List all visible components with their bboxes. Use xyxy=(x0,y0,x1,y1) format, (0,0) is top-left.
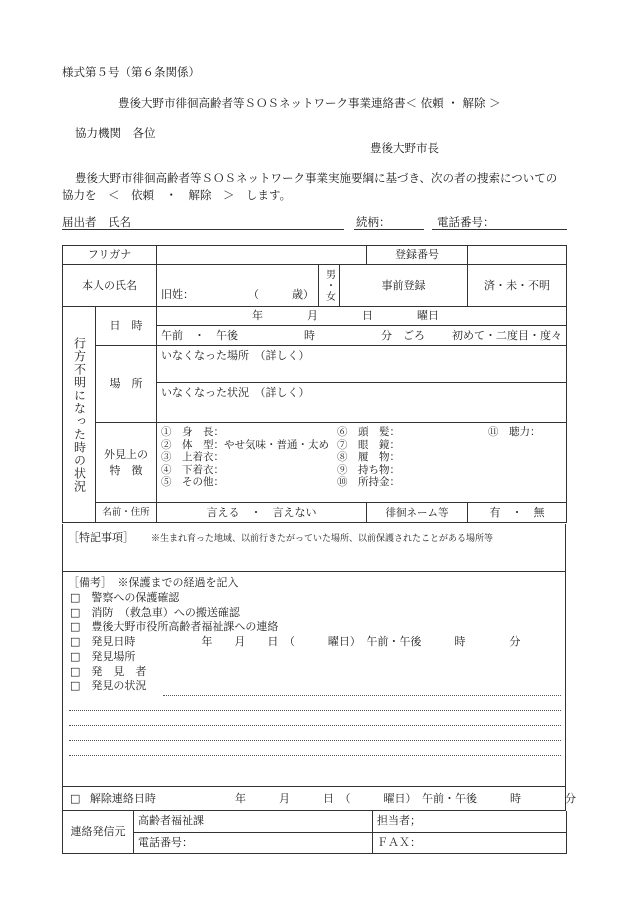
missing-status-label xyxy=(63,307,96,523)
checkbox-icon[interactable]: □ xyxy=(70,620,81,634)
remarks-label-text: ［備考］ ※保護までの経過を記入 xyxy=(68,576,239,589)
sender: 豊後大野市長 xyxy=(370,141,439,155)
check-city-office[interactable] xyxy=(70,620,520,635)
checkbox-icon[interactable]: □ xyxy=(70,649,81,663)
time-field[interactable] xyxy=(157,326,567,346)
checkbox-icon[interactable]: □ xyxy=(70,664,81,678)
furigana-label: フリガナ xyxy=(63,246,157,265)
situation-dotted-line-5 xyxy=(69,755,561,756)
notifier-name-label: 届出者 氏名 xyxy=(62,215,131,229)
registration-number-label: 登録番号 xyxy=(367,246,468,265)
fax-field[interactable]: ＦＡＸ： xyxy=(373,832,567,853)
registration-number-field[interactable] xyxy=(468,246,567,265)
intro-line-2: 協力を ＜ 依頼 ・ 解除 ＞ します。 xyxy=(62,188,292,202)
check-police-label: 警察への保護確認 xyxy=(91,591,180,604)
date-field[interactable]: 年 月 日 曜日 xyxy=(157,307,567,326)
missing-place-field[interactable]: いなくなった場所 （詳しく） xyxy=(157,346,567,383)
form-number: 様式第５号（第６条関係） xyxy=(62,65,200,79)
checkbox-icon[interactable]: □ xyxy=(70,591,81,604)
feature-footwear: ⑧ 履 物： xyxy=(337,451,401,464)
document-title: 豊後大野市徘徊高齢者等ＳＯＳネットワーク事業連絡書＜ 依頼 ・ 解除 ＞ xyxy=(118,96,501,110)
feature-other: ⑤ その他： xyxy=(161,476,225,489)
check-finder-label: 発 見 者 xyxy=(91,664,147,678)
feature-build: ② 体 型：やせ気味・普通・太め xyxy=(161,438,330,451)
pre-registration-options[interactable]: 済・未・不明 xyxy=(468,265,567,307)
situation-dotted-line-2 xyxy=(69,710,561,711)
place-label: 場 所 xyxy=(96,346,157,423)
intro-line-1: 豊後大野市徘徊高齢者等ＳＯＳネットワーク事業実施要綱に基づき、次の者の捜索についての xyxy=(75,171,558,185)
special-notes-label: ［特記事項］ xyxy=(68,531,134,544)
feature-lower-clothing: ④ 下着衣： xyxy=(161,463,225,476)
feature-belongings: ⑨ 持ち物： xyxy=(337,463,401,476)
situation-dotted-line-1 xyxy=(163,695,561,696)
check-found-datetime-label: 発見日時 年 月 日 （ 曜日） 午前・午後 時 分 xyxy=(91,635,521,649)
department-field: 高齢者福祉課 xyxy=(134,811,373,832)
check-found-situation[interactable] xyxy=(70,679,520,694)
features-grid xyxy=(161,426,562,489)
cancel-checkbox-row xyxy=(70,792,156,807)
cancel-label: 解除連絡日時 xyxy=(89,792,156,805)
age-field[interactable]: （ 歳） xyxy=(248,288,315,301)
occurrence-options[interactable]: 初めて・二度目・度々 xyxy=(452,329,563,342)
gender-options: 男・女 xyxy=(323,269,335,302)
feature-glasses: ⑦ 眼 鏡： xyxy=(337,438,401,451)
person-info-table xyxy=(62,245,567,523)
pre-registration-label: 事前登録 xyxy=(340,265,468,307)
check-fire[interactable] xyxy=(70,606,520,621)
person-name-field[interactable] xyxy=(157,265,319,307)
datetime-label: 日 時 xyxy=(96,307,157,346)
situation-dotted-line-3 xyxy=(69,725,561,726)
feature-hair: ⑥ 頭 髪： xyxy=(337,426,401,438)
check-finder[interactable] xyxy=(70,665,520,680)
special-notes-hint: ※生まれ育った地域、以前行きたがっていた場所、以前保護されたことがある場所等 xyxy=(151,534,494,544)
notifier-phone-underline xyxy=(432,229,567,230)
phone-field[interactable]: 電話番号： xyxy=(134,832,373,853)
cancel-fields: 年 月 日 （ 曜日） 午前・午後 時 分 xyxy=(235,792,576,805)
remarks-checklist xyxy=(70,591,520,694)
wander-name-label: 徘徊ネーム等 xyxy=(367,503,468,523)
sender-label: 連絡発信元 xyxy=(63,811,134,853)
check-found-place[interactable] xyxy=(70,650,520,665)
checkbox-icon[interactable]: □ xyxy=(70,605,81,619)
contact-table xyxy=(62,811,567,854)
notifier-name-underline xyxy=(62,229,344,230)
check-police[interactable] xyxy=(70,591,520,606)
special-notes-box[interactable] xyxy=(62,524,566,572)
feature-upper-clothing: ③ 上着衣： xyxy=(161,451,225,464)
check-found-datetime[interactable] xyxy=(70,635,520,650)
former-name-label: 旧姓： xyxy=(161,288,195,301)
staff-field[interactable]: 担当者； xyxy=(373,811,567,832)
wander-name-options[interactable]: 有 ・ 無 xyxy=(468,503,567,523)
furigana-field[interactable] xyxy=(157,246,367,265)
missing-status-text: 行方不明になった時の状況 xyxy=(72,336,87,493)
appearance-features[interactable] xyxy=(157,423,567,503)
checkbox-icon[interactable]: □ xyxy=(70,792,81,805)
check-fire-label: 消防 （救急車）への搬送確認 xyxy=(91,605,240,619)
name-address-label: 名前・住所 xyxy=(96,503,157,523)
cancel-row[interactable] xyxy=(62,787,576,811)
time-line: 午前 ・ 午後 時 分 ごろ xyxy=(161,328,426,342)
remarks-label xyxy=(68,576,239,591)
check-city-office-label: 豊後大野市役所高齢者福祉課への連絡 xyxy=(91,620,279,634)
checkbox-icon[interactable]: □ xyxy=(70,679,81,693)
notifier-phone-label: 電話番号： xyxy=(437,215,495,229)
notifier-relation-label: 続柄： xyxy=(356,215,391,229)
check-found-place-label: 発見場所 xyxy=(91,649,136,663)
feature-hearing: ⑪ 聴力： xyxy=(488,426,541,438)
person-name-label: 本人の氏名 xyxy=(63,265,157,307)
feature-money: ⑩ 所持金： xyxy=(337,476,401,489)
situation-dotted-line-4 xyxy=(69,740,561,741)
remarks-box xyxy=(62,572,566,787)
checkbox-icon[interactable]: □ xyxy=(70,635,81,649)
notifier-relation-underline xyxy=(354,229,424,230)
missing-situation-field[interactable]: いなくなった状況 （詳しく） xyxy=(157,383,567,423)
gender-field[interactable] xyxy=(319,265,340,307)
name-address-options[interactable]: 言える ・ 言えない xyxy=(157,503,367,523)
appearance-label: 外見上の特 徴 xyxy=(96,423,157,503)
feature-height: ① 身 長： xyxy=(161,426,225,438)
check-found-situation-label: 発見の状況 xyxy=(91,679,147,693)
recipient: 協力機関 各位 xyxy=(75,126,156,140)
